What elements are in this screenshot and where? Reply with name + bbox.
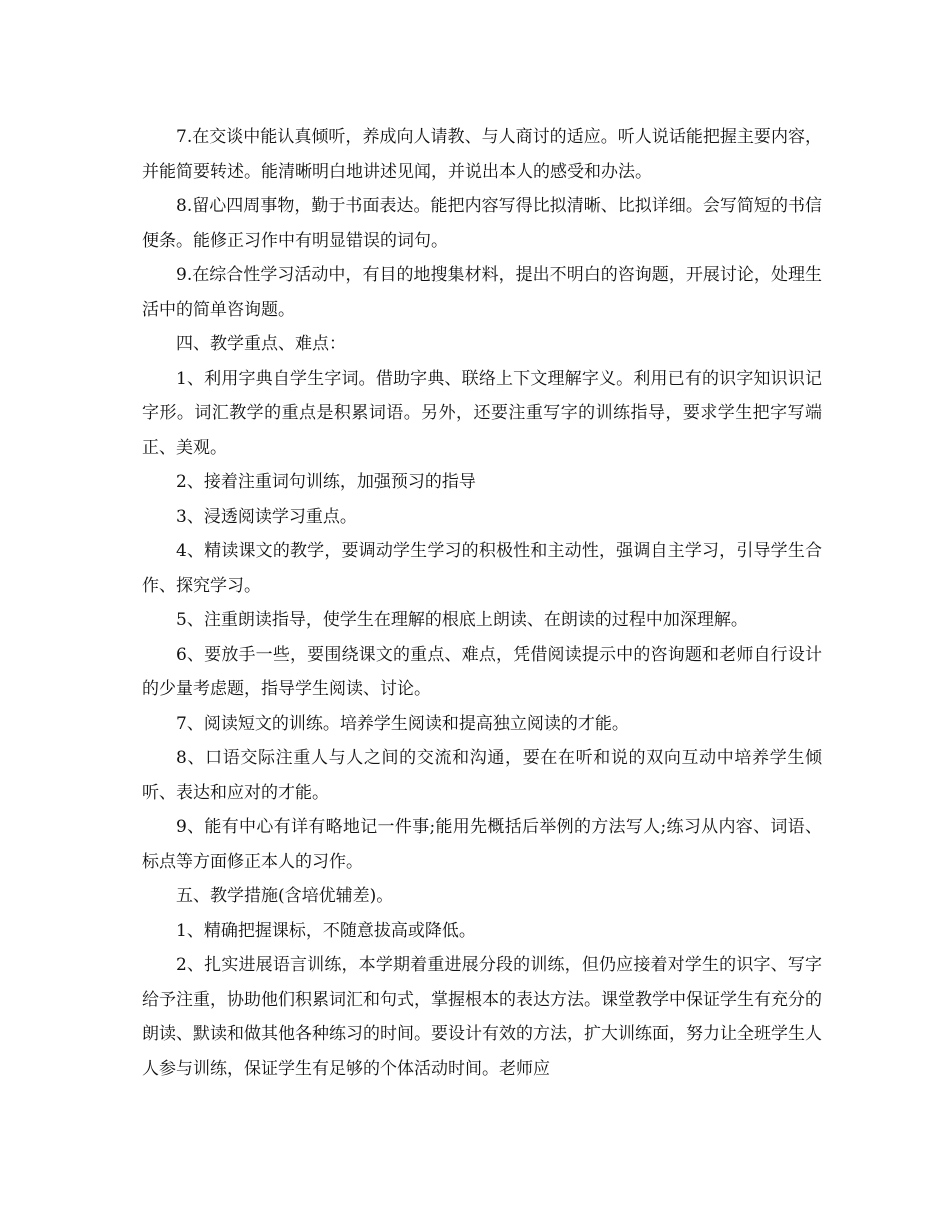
paragraph-key-point-3: 3、浸透阅读学习重点。 bbox=[176, 506, 357, 527]
section-heading-teaching-measures: 五、教学措施(含培优辅差)。 bbox=[176, 886, 394, 906]
paragraph-key-point-9: 9、能有中心有详有略地记一件事;能用先概括后举例的方法写人;练习从内容、词语、标点等方面修正本人的习作。 bbox=[142, 817, 822, 872]
paragraph-integrated-learning: 9.在综合性学习活动中，有目的地搜集材料，提出不明白的咨询题，开展讨论，处理生活中的简单咨询题。 bbox=[142, 265, 822, 320]
paragraph-key-point-7: 7、阅读短文的训练。培养学生阅读和提高独立阅读的才能。 bbox=[176, 713, 629, 734]
document-body bbox=[142, 120, 822, 1086]
paragraph-measure-1: 1、精确把握课标，不随意拔高或降低。 bbox=[176, 920, 476, 941]
paragraph-key-point-6: 6、要放手一些，要围绕课文的重点、难点，凭借阅读提示中的咨询题和老师自行设计的少量考虑题，指导学生阅读、讨论。 bbox=[142, 644, 822, 699]
paragraph-measure-2: 2、扎实进展语言训练，本学期着重进展分段的训练，但仍应接着对学生的识字、写字给予注重，协助他们积累词汇和句式，掌握根本的表达方法。课堂教学中保证学生有充分的朗读、默读和做其他各种练习的时间。要设计有效的方法，扩大训练面，努力让全班学生人人参与训练，保证学生有足够的个体活动时间。老师应 bbox=[142, 955, 822, 1079]
paragraph-key-point-5: 5、注重朗读指导，使学生在理解的根底上朗读、在朗读的过程中加深理解。 bbox=[176, 610, 748, 630]
paragraph-key-point-1: 1、利用字典自学生字词。借助字典、联络上下文理解字义。利用已有的识字知识识记字形。词汇教学的重点是积累词语。另外，还要注重写字的训练指导，要求学生把字写端正、美观。 bbox=[142, 368, 822, 458]
section-heading-key-points: 四、教学重点、难点： bbox=[176, 334, 346, 354]
paragraph-key-point-4: 4、精读课文的教学，要调动学生学习的积极性和主动性，强调自主学习，引导学生合作、探究学习。 bbox=[142, 541, 822, 596]
paragraph-written-expression: 8.留心四周事物，勤于书面表达。能把内容写得比拟清晰、比拟详细。会写简短的书信便条。能修正习作中有明显错误的词句。 bbox=[142, 196, 822, 251]
paragraph-key-point-8: 8、口语交际注重人与人之间的交流和沟通，要在在听和说的双向互动中培养学生倾听、表达和应对的才能。 bbox=[142, 748, 822, 803]
paragraph-key-point-2: 2、接着注重词句训练，加强预习的指导 bbox=[176, 472, 476, 492]
paragraph-listening-skills: 7.在交谈中能认真倾听，养成向人请教、与人商讨的适应。听人说话能把握主要内容，并能简要转述。能清晰明白地讲述见闻，并说出本人的感受和办法。 bbox=[142, 127, 822, 182]
